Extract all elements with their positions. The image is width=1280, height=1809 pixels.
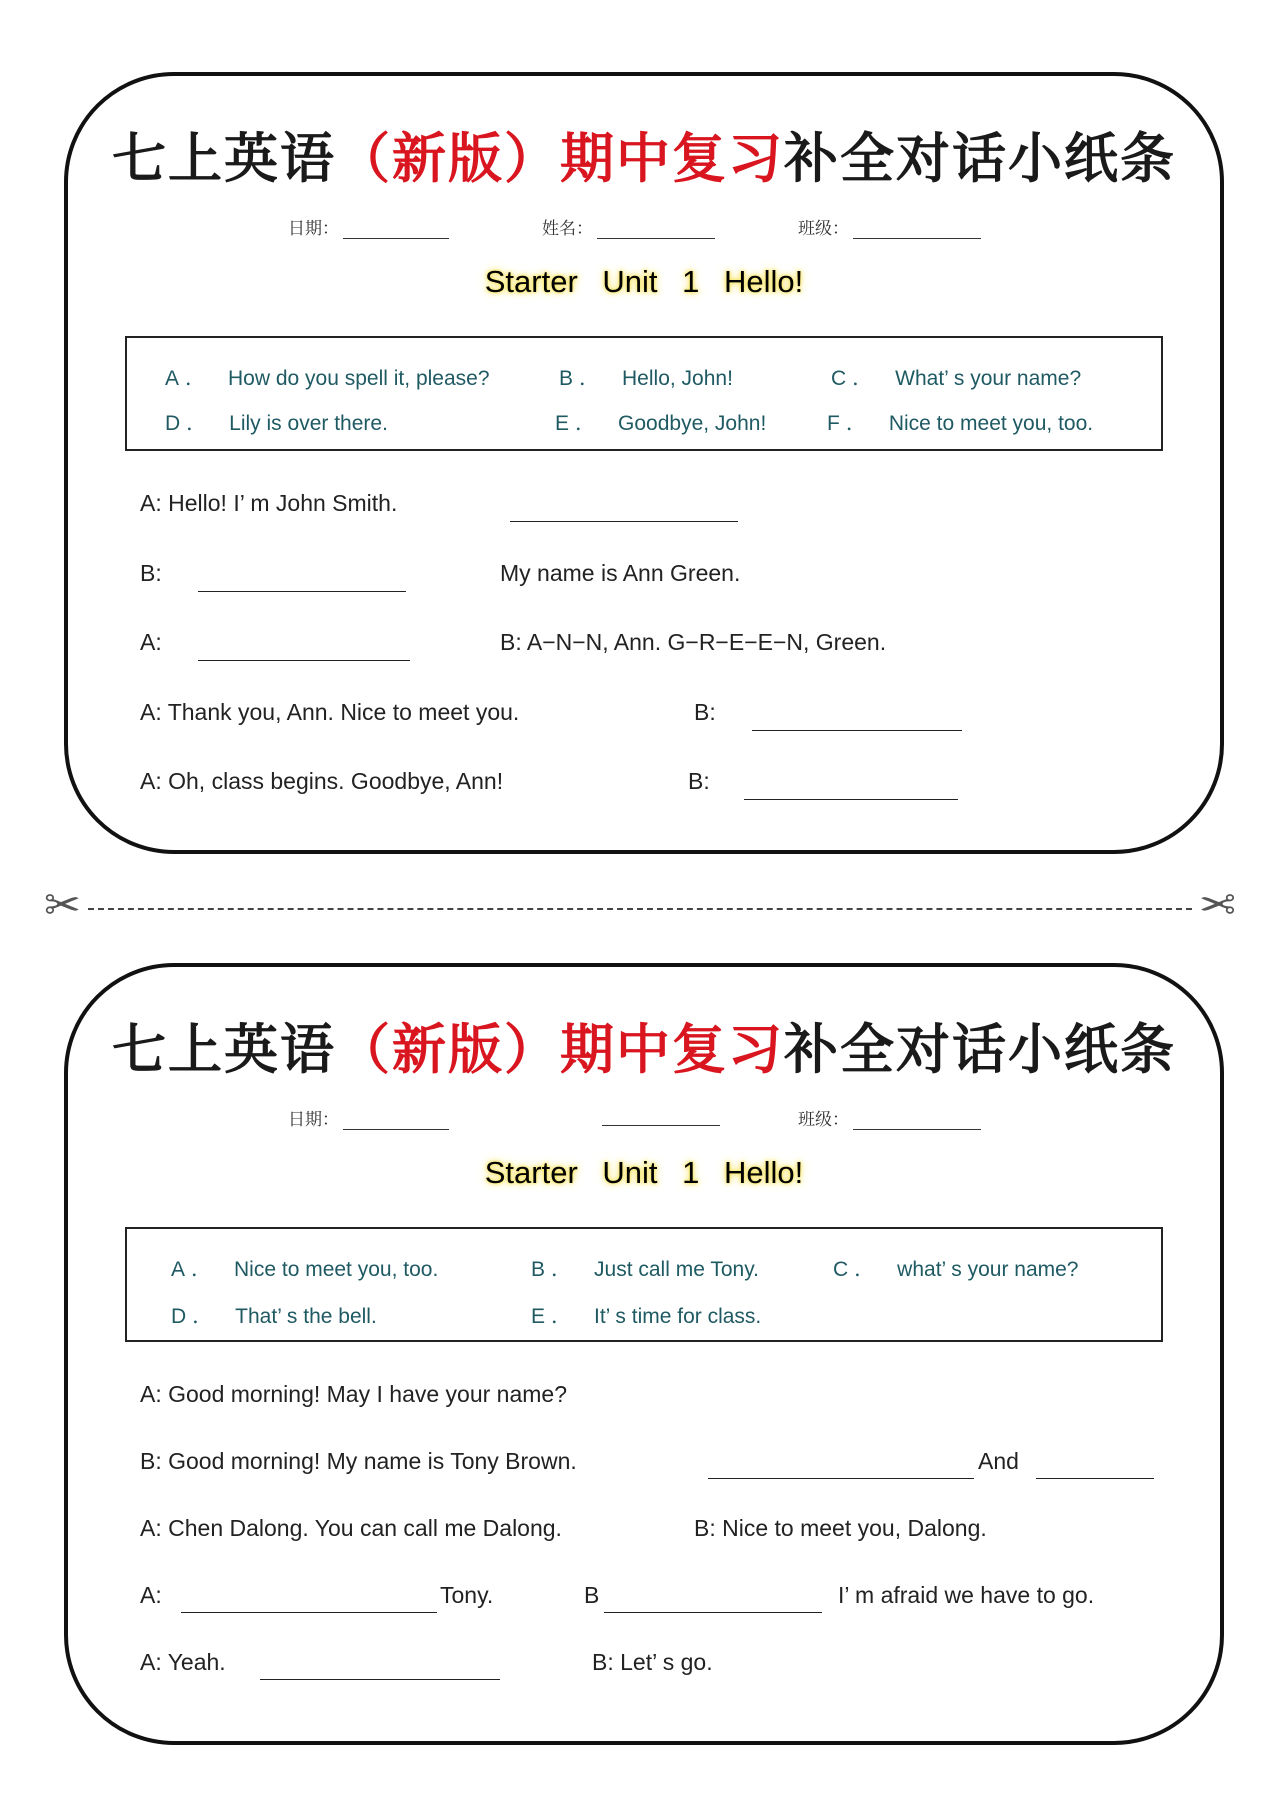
option-letter: C． bbox=[831, 367, 880, 390]
worksheet-card-1 bbox=[64, 72, 1224, 854]
dialog-line: B: bbox=[688, 768, 710, 794]
option-a bbox=[165, 362, 490, 392]
answer-blank[interactable] bbox=[604, 1612, 822, 1613]
option-text: Nice to meet you, too. bbox=[888, 412, 1094, 435]
option-b bbox=[531, 1253, 759, 1283]
option-text: what’ s your name? bbox=[897, 1258, 1079, 1281]
class-label: 班级： bbox=[798, 219, 849, 239]
option-letter: F． bbox=[827, 412, 873, 435]
option-text: Just call me Tony. bbox=[594, 1258, 759, 1281]
name-field[interactable] bbox=[542, 1105, 720, 1126]
class-field[interactable] bbox=[798, 1105, 981, 1130]
class-blank[interactable] bbox=[853, 218, 981, 239]
unit-title: Starter Unit 1 Hello! bbox=[484, 264, 804, 299]
dialog-line: A: Thank you, Ann. Nice to meet you. bbox=[140, 699, 520, 725]
date-blank[interactable] bbox=[343, 218, 449, 239]
options-box bbox=[125, 1227, 1163, 1342]
dialog-line: B: A−N−N, Ann. G−R−E−E−N, Green. bbox=[500, 629, 887, 655]
name-blank[interactable] bbox=[602, 1105, 720, 1126]
dialog-line: B: bbox=[140, 560, 162, 586]
dialog-line: A: Oh, class begins. Goodbye, Ann! bbox=[140, 768, 504, 794]
dialog-line: B: bbox=[694, 699, 716, 725]
dialog-line: My name is Ann Green. bbox=[500, 560, 741, 586]
option-a bbox=[171, 1253, 438, 1283]
name-label: 姓名： bbox=[542, 219, 593, 239]
option-letter: C． bbox=[833, 1258, 882, 1281]
option-letter: A． bbox=[165, 367, 213, 390]
option-e bbox=[555, 407, 766, 437]
scissors-icon: ✂ bbox=[1199, 880, 1236, 931]
option-text: It’ s time for class. bbox=[594, 1305, 762, 1328]
option-text: How do you spell it, please? bbox=[228, 367, 490, 390]
dialog-line: A: Hello! I’ m John Smith. bbox=[140, 490, 398, 516]
option-text: What’ s your name? bbox=[895, 367, 1082, 390]
answer-blank[interactable] bbox=[181, 1612, 437, 1613]
dialog-line: B: Good morning! My name is Tony Brown. bbox=[140, 1448, 577, 1474]
cut-line bbox=[88, 908, 1192, 910]
dialog-line: A: Yeah. bbox=[140, 1649, 226, 1675]
answer-blank[interactable] bbox=[752, 730, 962, 731]
title-part-1: 七上英语 bbox=[112, 126, 336, 190]
option-text: That’ s the bell. bbox=[235, 1305, 377, 1328]
dialog-line: I’ m afraid we have to go. bbox=[838, 1582, 1095, 1608]
option-c bbox=[831, 362, 1081, 392]
option-e bbox=[531, 1300, 761, 1330]
title-part-1: 七上英语 bbox=[112, 1017, 336, 1081]
date-field[interactable] bbox=[288, 1105, 449, 1130]
title-part-2: （新版）期中复习 bbox=[336, 126, 784, 190]
title-part-2: （新版）期中复习 bbox=[336, 1017, 784, 1081]
worksheet-title bbox=[68, 116, 1220, 193]
option-d bbox=[171, 1300, 377, 1330]
option-d bbox=[165, 407, 388, 437]
scissors-icon: ✂ bbox=[44, 880, 81, 931]
dialog-line: And bbox=[978, 1448, 1019, 1474]
answer-blank[interactable] bbox=[198, 591, 406, 592]
answer-blank[interactable] bbox=[510, 521, 738, 522]
dialog-line: Tony. bbox=[440, 1582, 494, 1608]
option-f bbox=[827, 407, 1093, 437]
unit-title: Starter Unit 1 Hello! bbox=[484, 1155, 804, 1190]
worksheet-card-2 bbox=[64, 963, 1224, 1745]
date-label: 日期： bbox=[288, 1110, 339, 1130]
dialog-line: A: Good morning! May I have your name? bbox=[140, 1381, 567, 1407]
name-blank[interactable] bbox=[597, 218, 715, 239]
dialog-line: A: bbox=[140, 1582, 162, 1608]
name-field[interactable] bbox=[542, 214, 715, 239]
title-part-3: 补全对话小纸条 bbox=[784, 126, 1176, 190]
dialog-line: B bbox=[584, 1582, 600, 1608]
date-blank[interactable] bbox=[343, 1109, 449, 1130]
dialog-line: B: Let’ s go. bbox=[592, 1649, 713, 1675]
class-field[interactable] bbox=[798, 214, 981, 239]
class-blank[interactable] bbox=[853, 1109, 981, 1130]
option-letter: D． bbox=[171, 1305, 220, 1328]
date-label: 日期： bbox=[288, 219, 339, 239]
dialog-line: A: Chen Dalong. You can call me Dalong. bbox=[140, 1515, 562, 1541]
option-letter: B． bbox=[531, 1258, 579, 1281]
option-letter: B． bbox=[559, 367, 607, 390]
dialog-line: A: bbox=[140, 629, 162, 655]
worksheet-title bbox=[68, 1007, 1220, 1084]
answer-blank[interactable] bbox=[744, 799, 958, 800]
option-c bbox=[833, 1253, 1078, 1283]
answer-blank[interactable] bbox=[1036, 1478, 1154, 1479]
option-text: Nice to meet you, too. bbox=[234, 1258, 439, 1281]
answer-blank[interactable] bbox=[198, 660, 410, 661]
date-field[interactable] bbox=[288, 214, 449, 239]
option-letter: D． bbox=[165, 412, 214, 435]
option-letter: E． bbox=[555, 412, 603, 435]
option-letter: E． bbox=[531, 1305, 579, 1328]
option-b bbox=[559, 362, 733, 392]
options-box bbox=[125, 336, 1163, 451]
title-part-3: 补全对话小纸条 bbox=[784, 1017, 1176, 1081]
option-text: Lily is over there. bbox=[229, 412, 388, 435]
answer-blank[interactable] bbox=[708, 1478, 974, 1479]
class-label: 班级： bbox=[798, 1110, 849, 1130]
option-text: Hello, John! bbox=[622, 367, 733, 390]
option-text: Goodbye, John! bbox=[618, 412, 767, 435]
option-letter: A． bbox=[171, 1258, 219, 1281]
answer-blank[interactable] bbox=[260, 1679, 500, 1680]
dialog-line: B: Nice to meet you, Dalong. bbox=[694, 1515, 987, 1541]
